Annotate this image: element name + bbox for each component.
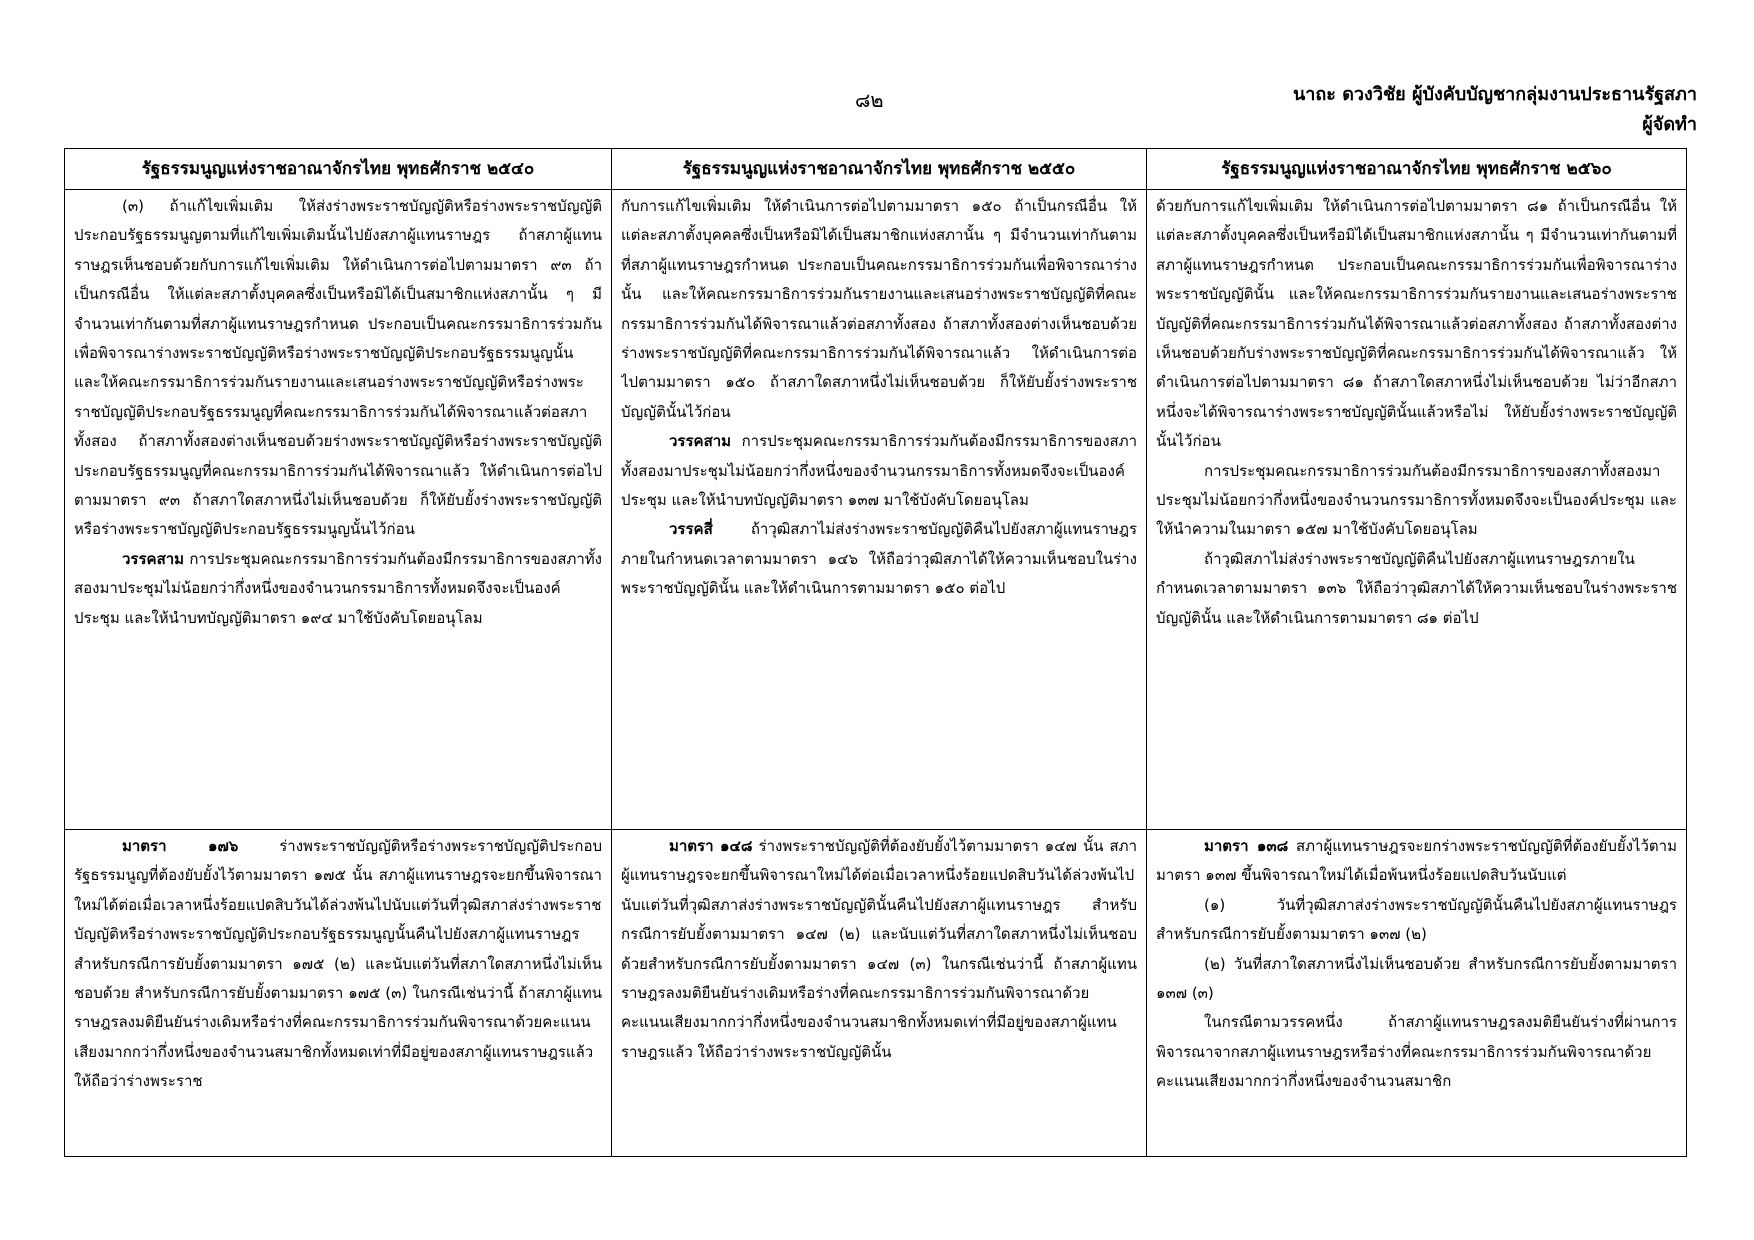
table-cell [612, 830, 1147, 1157]
column-header: รัฐธรรมนูญแห่งราชอาณาจักรไทย พุทธศักราช ๒๕๖๐ [1147, 149, 1687, 190]
paragraph-text: การประชุมคณะกรรมาธิการร่วมกันต้องมีกรรมาธิการของสภาทั้งสองมาประชุมไม่น้อยกว่ากึ่งหนึ่งของจำนวนกรรมาธิการทั้งหมดจึงจะเป็นองค์ประชุม และให้นำความในมาตรา ๑๕๗ มาใช้บังคับโดยอนุโลม [1156, 461, 1677, 539]
paragraph [1156, 192, 1677, 457]
table-cell [65, 830, 612, 1157]
paragraph [621, 832, 1137, 1067]
paragraph [74, 545, 602, 633]
author-line: นาถะ ดวงวิชัย ผู้บังคับบัญชากลุ่มงานประธานรัฐสภา [1293, 84, 1697, 105]
section-lead: วรรคสาม [122, 549, 185, 568]
paragraph-text: ร่างพระราชบัญญัติหรือร่างพระราชบัญญัติประกอบรัฐธรรมนูญที่ต้องยับยั้งไว้ตามมาตรา ๑๗๕ นั้น สภาผู้แทนราษฎรจะยกขึ้นพิจารณาใหม่ได้ต่อเมื่อเวลาหนึ่งร้อยแปดสิบวันได้ล่วงพ้นไปนับแต่วันที่วุฒิสภาส่งร่างพระราชบัญญัติหรือร่างพระราชบัญญัติประกอบรัฐธรรมนูญนั้นคืนไปยังสภาผู้แทนราษฎร สำหรับกรณีการยับยั้งตามมาตรา ๑๗๕ (๒) และนับแต่วันที่สภาใดสภาหนึ่งไม่เห็นชอบด้วย สำหรับกรณีการยับยั้งตามมาตรา ๑๗๕ (๓) ในกรณีเช่นว่านี้ ถ้าสภาผู้แทนราษฎรลงมติยืนยันร่างเดิมหรือร่างที่คณะกรรมาธิการร่วมกันพิจารณาด้วยคะแนนเสียงมากกว่ากึ่งหนึ่งของจำนวนสมาชิกทั้งหมดเท่าที่มีอยู่ของสภาผู้แทนราษฎรแล้ว ให้ถือว่าร่างพระราช [74, 837, 602, 1091]
paragraph [621, 427, 1137, 515]
section-lead: มาตรา ๑๔๘ [669, 837, 753, 855]
section-lead: มาตรา ๑๓๘ [1204, 837, 1289, 855]
table-row [65, 190, 1687, 830]
table-cell [1147, 190, 1687, 830]
paragraph-text: ถ้าวุฒิสภาไม่ส่งร่างพระราชบัญญัติคืนไปยังสภาผู้แทนราษฎรภายในกำหนดเวลาตามมาตรา ๑๓๖ ให้ถือว่าวุฒิสภาได้ให้ความเห็นชอบในร่างพระราชบัญญัตินั้น และให้ดำเนินการตามมาตรา ๘๑ ต่อไป [1156, 549, 1677, 627]
page-number: ๘๒ [855, 88, 884, 112]
paragraph-text: การประชุมคณะกรรมาธิการร่วมกันต้องมีกรรมาธิการของสภาทั้งสองมาประชุมไม่น้อยกว่ากึ่งหนึ่งของจำนวนกรรมาธิการทั้งหมดจึงจะเป็นองค์ประชุม และให้นำบทบัญญัติมาตรา ๑๙๔ มาใช้บังคับโดยอนุโลม [74, 549, 602, 627]
table-cell [1147, 830, 1687, 1157]
table-cell [65, 190, 612, 830]
paragraph [74, 832, 602, 1097]
paragraph-text: การประชุมคณะกรรมาธิการร่วมกันต้องมีกรรมาธิการของสภาทั้งสองมาประชุมไม่น้อยกว่ากึ่งหนึ่งของจำนวนกรรมาธิการทั้งหมดจึงจะเป็นองค์ประชุม และให้นำบทบัญญัติมาตรา ๑๓๗ มาใช้บังคับโดยอนุโลม [621, 432, 1137, 510]
paragraph-text: ในกรณีตามวรรคหนึ่ง ถ้าสภาผู้แทนราษฎรลงมติยืนยันร่างที่ผ่านการพิจารณาจากสภาผู้แทนราษฎรหรือร่างที่คณะกรรมาธิการร่วมกันพิจารณาด้วยคะแนนเสียงมากกว่ากึ่งหนึ่งของจำนวนสมาชิก [1156, 1013, 1677, 1091]
role-line: ผู้จัดทำ [1642, 114, 1697, 135]
column-header: รัฐธรรมนูญแห่งราชอาณาจักรไทย พุทธศักราช ๒๕๔๐ [65, 149, 612, 190]
section-lead: มาตรา ๑๗๖ [122, 837, 239, 855]
paragraph-text: ถ้าวุฒิสภาไม่ส่งร่างพระราชบัญญัติคืนไปยังสภาผู้แทนราษฎรภายในกำหนดเวลาตามมาตรา ๑๔๖ ให้ถือว่าวุฒิสภาได้ให้ความเห็นชอบในร่างพระราชบัญญัตินั้น และให้ดำเนินการตามมาตรา ๑๕๐ ต่อไป [621, 520, 1137, 598]
column-header: รัฐธรรมนูญแห่งราชอาณาจักรไทย พุทธศักราช ๒๕๕๐ [612, 149, 1147, 190]
paragraph-text: (๓) ถ้าแก้ไขเพิ่มเติม ให้ส่งร่างพระราชบัญญัติหรือร่างพระราชบัญญัติประกอบรัฐธรรมนูญตามที่แก้ไขเพิ่มเติมนั้นไปยังสภาผู้แทนราษฎร ถ้าสภาผู้แทนราษฎรเห็นชอบด้วยกับการแก้ไขเพิ่มเติม ให้ดำเนินการต่อไปตามมาตรา ๙๓ ถ้าเป็นกรณีอื่น ให้แต่ละสภาตั้งบุคคลซึ่งเป็นหรือมิได้เป็นสมาชิกแห่งสภานั้น ๆ มีจำนวนเท่ากันตามที่สภาผู้แทนราษฎรกำหนด ประกอบเป็นคณะกรรมาธิการร่วมกันเพื่อพิจารณาร่างพระราชบัญญัติหรือร่างพระราชบัญญัติประกอบรัฐธรรมนูญนั้น และให้คณะกรรมาธิการร่วมกันรายงานและเสนอร่างพระราชบัญญัติหรือร่างพระราชบัญญัติประกอบรัฐธรรมนูญที่คณะกรรมาธิการร่วมกันได้พิจารณาแล้วต่อสภาทั้งสอง ถ้าสภาทั้งสองต่างเห็นชอบด้วยร่างพระราชบัญญัติหรือร่างพระราชบัญญัติประกอบรัฐธรรมนูญที่คณะกรรมาธิการร่วมกันได้พิจารณาแล้ว ให้ดำเนินการต่อไปตามมาตรา ๙๓ ถ้าสภาใดสภาหนึ่งไม่เห็นชอบด้วย ก็ให้ยับยั้งร่างพระราชบัญญัติหรือร่างพระราชบัญญัติประกอบรัฐธรรมนูญนั้นไว้ก่อน [74, 197, 602, 539]
paragraph [1156, 891, 1677, 950]
paragraph [1156, 832, 1677, 891]
paragraph-text: ร่างพระราชบัญญัติที่ต้องยับยั้งไว้ตามมาตรา ๑๔๗ นั้น สภาผู้แทนราษฎรจะยกขึ้นพิจารณาใหม่ได้ต่อเมื่อเวลาหนึ่งร้อยแปดสิบวันได้ล่วงพ้นไปนับแต่วันที่วุฒิสภาส่งร่างพระราชบัญญัตินั้นคืนไปยังสภาผู้แทนราษฎร สำหรับกรณีการยับยั้งตามมาตรา ๑๔๗ (๒) และนับแต่วันที่สภาใดสภาหนึ่งไม่เห็นชอบด้วยสำหรับกรณีการยับยั้งตามมาตรา ๑๔๗ (๓) ในกรณีเช่นว่านี้ ถ้าสภาผู้แทนราษฎรลงมติยืนยันร่างเดิมหรือร่างที่คณะกรรมาธิการร่วมกันพิจารณาด้วยคะแนนเสียงมากกว่ากึ่งหนึ่งของจำนวนสมาชิกทั้งหมดเท่าที่มีอยู่ของสภาผู้แทนราษฎรแล้ว ให้ถือว่าร่างพระราชบัญญัตินั้น [621, 837, 1137, 1061]
document-header [1293, 80, 1697, 140]
table-row [65, 830, 1687, 1157]
table-cell [612, 190, 1147, 830]
paragraph [1156, 545, 1677, 633]
paragraph-text: สภาผู้แทนราษฎรจะยกร่างพระราชบัญญัติที่ต้องยับยั้งไว้ตามมาตรา ๑๓๗ ขึ้นพิจารณาใหม่ได้เมื่อพ้นหนึ่งร้อยแปดสิบวันนับแต่ [1156, 837, 1677, 885]
paragraph-text: ด้วยกับการแก้ไขเพิ่มเติม ให้ดำเนินการต่อไปตามมาตรา ๘๑ ถ้าเป็นกรณีอื่น ให้แต่ละสภาตั้งบุคคลซึ่งเป็นหรือมิได้เป็นสมาชิกแห่งสภานั้น ๆ มีจำนวนเท่ากันตามที่สภาผู้แทนราษฎรกำหนด ประกอบเป็นคณะกรรมาธิการร่วมกันเพื่อพิจารณาร่างพระราชบัญญัตินั้น และให้คณะกรรมาธิการร่วมกันรายงานและเสนอร่างพระราชบัญญัติที่คณะกรรมาธิการร่วมกันได้พิจารณาแล้วต่อสภาทั้งสอง ถ้าสภาทั้งสองต่างเห็นชอบด้วยกับร่างพระราชบัญญัติที่คณะกรรมาธิการร่วมกันได้พิจารณาแล้ว ให้ดำเนินการต่อไปตามมาตรา ๘๑ ถ้าสภาใดสภาหนึ่งไม่เห็นชอบด้วย ไม่ว่าอีกสภาหนึ่งจะได้พิจารณาร่างพระราชบัญญัตินั้นแล้วหรือไม่ ให้ยับยั้งร่างพระราชบัญญัตินั้นไว้ก่อน [1156, 197, 1677, 451]
paragraph [621, 515, 1137, 603]
paragraph-text: (๑) วันที่วุฒิสภาส่งร่างพระราชบัญญัตินั้นคืนไปยังสภาผู้แทนราษฎร สำหรับกรณีการยับยั้งตามมาตรา ๑๓๗ (๒) [1156, 895, 1677, 944]
section-lead: วรรคสาม [669, 432, 732, 451]
paragraph-text: (๒) วันที่สภาใดสภาหนึ่งไม่เห็นชอบด้วย สำหรับกรณีการยับยั้งตามมาตรา ๑๓๗ (๓) [1156, 954, 1677, 1003]
header-row [65, 149, 1687, 190]
paragraph [74, 192, 602, 545]
paragraph [1156, 950, 1677, 1009]
paragraph [621, 192, 1137, 427]
comparison-table [64, 148, 1687, 1157]
paragraph [1156, 457, 1677, 545]
paragraph [1156, 1008, 1677, 1096]
section-lead: วรรคสี่ [669, 520, 713, 539]
paragraph-text: กับการแก้ไขเพิ่มเติม ให้ดำเนินการต่อไปตามมาตรา ๑๕๐ ถ้าเป็นกรณีอื่น ให้แต่ละสภาตั้งบุคคลซึ่งเป็นหรือมิได้เป็นสมาชิกแห่งสภานั้น ๆ มีจำนวนเท่ากันตามที่สภาผู้แทนราษฎรกำหนด ประกอบเป็นคณะกรรมาธิการร่วมกันเพื่อพิจารณาร่างนั้น และให้คณะกรรมาธิการร่วมกันรายงานและเสนอร่างพระราชบัญญัติที่คณะกรรมาธิการร่วมกันได้พิจารณาแล้วต่อสภาทั้งสอง ถ้าสภาทั้งสองต่างเห็นชอบด้วยร่างพระราชบัญญัติที่คณะกรรมาธิการร่วมกันได้พิจารณาแล้ว ให้ดำเนินการต่อไปตามมาตรา ๑๕๐ ถ้าสภาใดสภาหนึ่งไม่เห็นชอบด้วย ก็ให้ยับยั้งร่างพระราชบัญญัตินั้นไว้ก่อน [621, 197, 1137, 421]
